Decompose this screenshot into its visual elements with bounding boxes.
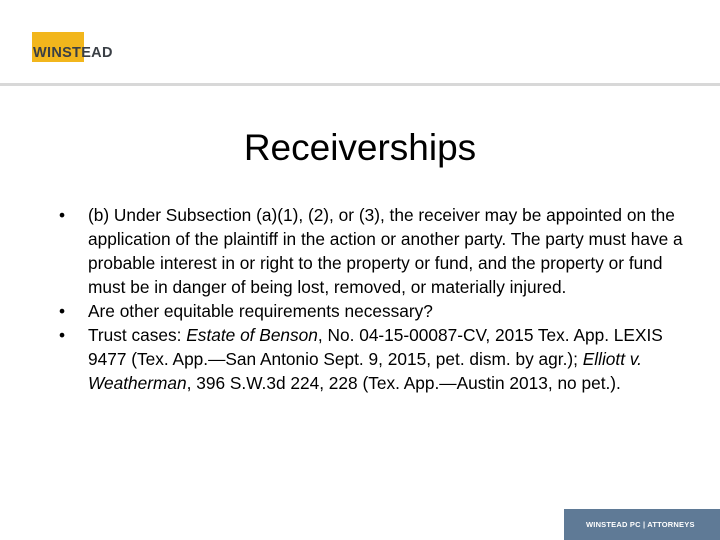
case-name: Elliott v. Weatherman bbox=[88, 349, 642, 393]
bullet-text: , 396 S.W.3d 224, 228 (Tex. App.—Austin 2013, no pet.). bbox=[186, 373, 621, 393]
winstead-logo bbox=[32, 32, 142, 62]
header-divider bbox=[0, 83, 720, 86]
bullet-text: Are other equitable requirements necessary? bbox=[88, 301, 433, 321]
logo-wordmark: WINSTEAD bbox=[33, 45, 113, 61]
bullet-list bbox=[56, 203, 686, 395]
bullet-item bbox=[56, 299, 686, 323]
footer-firm-label: WINSTEAD PC | ATTORNEYS bbox=[586, 520, 695, 529]
bullet-text: , No. 04-15-00087-CV, 2015 Tex. App. LEXIS 9477 (Tex. App.—San Antonio Sept. 9, 2015, pet. dism. by agr.); bbox=[88, 325, 663, 369]
bullet-item bbox=[56, 323, 686, 395]
bullet-item bbox=[56, 203, 686, 299]
bullet-text: (b) Under Subsection (a)(1), (2), or (3), the receiver may be appointed on the application of the plaintiff in the action or another party. The party must have a probable interest in or right to the property or fund, and the property or fund must be in danger of being lost, removed, or materially injured. bbox=[88, 205, 683, 297]
bullet-dot-icon: • bbox=[59, 325, 66, 345]
bullet-text: Trust cases: bbox=[88, 325, 187, 345]
bullet-dot-icon: • bbox=[59, 205, 66, 225]
slide-title: Receiverships bbox=[243, 127, 477, 168]
footer-firm-banner bbox=[564, 509, 720, 540]
case-name: Estate of Benson bbox=[186, 325, 318, 345]
bullet-dot-icon: • bbox=[59, 301, 66, 321]
